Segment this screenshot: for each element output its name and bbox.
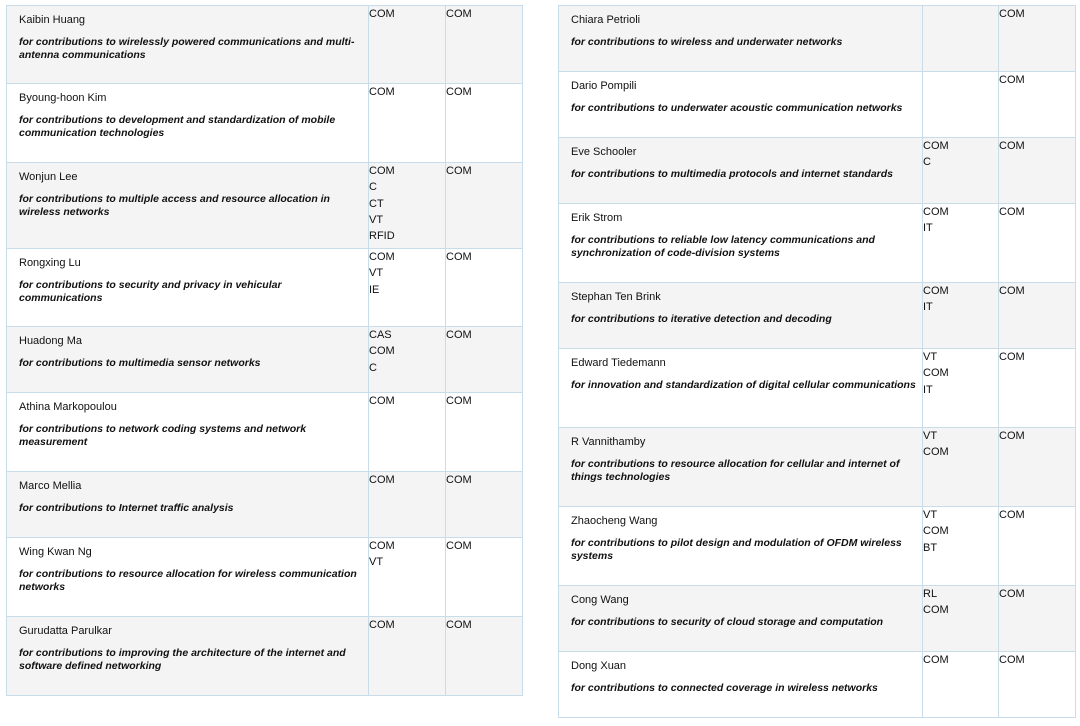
fellow-citation: for contributions to security of cloud storage and computation xyxy=(571,616,884,628)
society-code: IT xyxy=(923,383,933,396)
society-code: VT xyxy=(923,351,938,363)
fellow-citation: for contributions to improving the architecture of the internet and software defined networking xyxy=(19,647,346,672)
fellow-info-cell xyxy=(7,6,369,84)
fellow-info-cell xyxy=(559,283,923,349)
society-code: COM xyxy=(923,604,949,617)
fellow-name: Wonjun Lee xyxy=(19,171,78,183)
fellow-evaluating-society: COM xyxy=(446,327,523,393)
fellow-row xyxy=(559,283,1076,349)
fellow-citation: for contributions to connected coverage in wireless networks xyxy=(571,682,878,694)
fellow-name: Dong Xuan xyxy=(571,660,627,672)
fellow-name: Cong Wang xyxy=(571,594,629,606)
fellow-row xyxy=(7,6,523,84)
fellow-evaluating-society: COM xyxy=(999,283,1076,349)
fellow-citation: for contributions to resource allocation for wireless communication networks xyxy=(19,568,357,593)
fellow-evaluating-society: COM xyxy=(446,472,523,538)
fellows-table-right xyxy=(558,5,1076,718)
fellow-society-codes xyxy=(923,652,999,718)
fellow-evaluating-society: COM xyxy=(999,428,1076,507)
fellow-society-codes xyxy=(369,249,446,327)
fellow-info-cell xyxy=(559,507,923,586)
fellow-name: Huadong Ma xyxy=(19,335,82,347)
society-code: COM xyxy=(923,654,949,666)
society-code: COM xyxy=(923,367,949,380)
fellow-info-cell xyxy=(559,138,923,204)
society-code: COM xyxy=(369,251,395,263)
fellow-info-cell xyxy=(7,249,369,327)
society-code: VT xyxy=(369,267,384,280)
society-code: IT xyxy=(923,222,933,235)
fellow-info-cell xyxy=(559,72,923,138)
fellow-evaluating-society: COM xyxy=(999,6,1076,72)
fellow-evaluating-society: COM xyxy=(999,138,1076,204)
fellow-name: Chiara Petrioli xyxy=(571,14,641,26)
fellow-society-codes xyxy=(923,283,999,349)
fellow-citation: for contributions to multiple access and resource allocation in wireless networks xyxy=(19,193,330,218)
society-code: CAS xyxy=(369,329,392,341)
society-code: COM xyxy=(369,395,395,407)
fellow-row xyxy=(7,472,523,538)
fellow-society-codes xyxy=(369,538,446,617)
fellow-name: Eve Schooler xyxy=(571,146,637,158)
fellow-row xyxy=(7,538,523,617)
society-code: COM xyxy=(369,540,395,552)
society-code: COM xyxy=(923,285,949,297)
fellow-evaluating-society: COM xyxy=(999,507,1076,586)
society-code: COM xyxy=(923,525,949,538)
society-code: COM xyxy=(369,345,395,358)
fellow-row xyxy=(559,6,1076,72)
fellow-society-codes xyxy=(369,6,446,84)
fellow-name: Edward Tiedemann xyxy=(571,357,666,369)
society-code: RFID xyxy=(369,230,395,243)
fellow-name: Zhaocheng Wang xyxy=(571,515,658,527)
society-code: C xyxy=(369,361,377,374)
fellow-evaluating-society: COM xyxy=(446,6,523,84)
fellow-info-cell xyxy=(7,163,369,249)
fellow-society-codes xyxy=(369,617,446,696)
society-code: COM xyxy=(369,619,395,631)
society-code: VT xyxy=(923,430,938,442)
society-code: VT xyxy=(923,509,938,521)
fellow-row xyxy=(7,393,523,472)
fellow-citation: for contributions to resource allocation for cellular and internet of things technologies xyxy=(571,458,900,483)
fellow-evaluating-society: COM xyxy=(446,84,523,163)
fellow-info-cell xyxy=(559,428,923,507)
society-code: VT xyxy=(369,556,384,569)
society-code: COM xyxy=(923,206,949,218)
fellow-row xyxy=(7,84,523,163)
fellow-name: Gurudatta Parulkar xyxy=(19,625,112,637)
fellow-row xyxy=(7,617,523,696)
fellow-row xyxy=(7,163,523,249)
fellow-society-codes xyxy=(369,393,446,472)
fellow-row xyxy=(559,204,1076,283)
fellow-info-cell xyxy=(7,84,369,163)
fellow-name: Athina Markopoulou xyxy=(19,401,117,413)
society-code: RL xyxy=(923,588,938,600)
fellow-society-codes xyxy=(923,428,999,507)
fellow-info-cell xyxy=(7,538,369,617)
fellow-citation: for contributions to iterative detection and decoding xyxy=(571,313,832,325)
society-code: COM xyxy=(923,446,949,459)
fellow-society-codes xyxy=(369,163,446,249)
fellow-row xyxy=(559,586,1076,652)
society-code: C xyxy=(923,156,931,169)
fellows-table-right-body xyxy=(559,6,1076,718)
society-code: BT xyxy=(923,541,938,554)
society-code: COM xyxy=(369,474,395,486)
fellow-society-codes xyxy=(369,327,446,393)
fellow-citation: for contributions to wirelessly powered communications and multi-antenna communications xyxy=(19,36,355,61)
fellows-table-left-body xyxy=(7,6,523,696)
fellow-citation: for contributions to underwater acoustic communication networks xyxy=(571,102,903,114)
fellow-name: R Vannithamby xyxy=(571,436,646,448)
fellow-society-codes xyxy=(923,6,999,72)
fellow-evaluating-society: COM xyxy=(446,249,523,327)
fellow-info-cell xyxy=(559,586,923,652)
fellow-name: Wing Kwan Ng xyxy=(19,546,92,558)
fellow-info-cell xyxy=(7,327,369,393)
society-code: COM xyxy=(369,86,395,98)
fellow-evaluating-society: COM xyxy=(999,72,1076,138)
fellow-row xyxy=(559,349,1076,428)
fellow-citation: for contributions to Internet traffic analysis xyxy=(19,502,234,514)
fellow-evaluating-society: COM xyxy=(446,617,523,696)
fellow-info-cell xyxy=(559,204,923,283)
fellow-name: Byoung-hoon Kim xyxy=(19,92,107,104)
fellow-citation: for contributions to multimedia protocols and internet standards xyxy=(571,168,894,180)
fellow-citation: for contributions to development and standardization of mobile communication technologies xyxy=(19,114,336,139)
fellow-society-codes xyxy=(923,204,999,283)
fellow-row xyxy=(559,138,1076,204)
fellow-row xyxy=(559,507,1076,586)
fellow-citation: for contributions to multimedia sensor networks xyxy=(19,357,261,369)
fellow-evaluating-society: COM xyxy=(446,163,523,249)
fellow-name: Kaibin Huang xyxy=(19,14,86,26)
fellow-society-codes xyxy=(923,507,999,586)
fellow-evaluating-society: COM xyxy=(999,652,1076,718)
fellow-info-cell xyxy=(7,393,369,472)
society-code: IE xyxy=(369,283,380,296)
fellow-citation: for contributions to security and privacy in vehicular communications xyxy=(19,279,282,304)
fellow-citation: for contributions to wireless and underwater networks xyxy=(571,36,843,48)
fellow-society-codes xyxy=(369,472,446,538)
society-code: CT xyxy=(369,197,384,210)
fellow-society-codes xyxy=(369,84,446,163)
society-code: COM xyxy=(369,165,395,177)
fellow-evaluating-society: COM xyxy=(446,538,523,617)
fellow-info-cell xyxy=(7,472,369,538)
fellow-name: Dario Pompili xyxy=(571,80,637,92)
fellow-info-cell xyxy=(559,652,923,718)
fellow-info-cell xyxy=(559,349,923,428)
fellows-table-left xyxy=(6,5,523,696)
society-code: VT xyxy=(369,213,384,226)
fellow-row xyxy=(559,72,1076,138)
fellow-info-cell xyxy=(559,6,923,72)
fellow-name: Rongxing Lu xyxy=(19,257,81,269)
fellow-evaluating-society: COM xyxy=(999,349,1076,428)
society-code: C xyxy=(369,181,377,194)
society-code: IT xyxy=(923,301,933,314)
fellow-info-cell xyxy=(7,617,369,696)
fellow-row xyxy=(7,249,523,327)
fellow-row xyxy=(559,652,1076,718)
fellow-name: Stephan Ten Brink xyxy=(571,291,661,303)
fellow-citation: for contributions to reliable low latency communications and synchronization of code-division systems xyxy=(571,234,875,259)
fellow-evaluating-society: COM xyxy=(999,586,1076,652)
fellow-row xyxy=(559,428,1076,507)
fellow-society-codes xyxy=(923,349,999,428)
fellow-name: Marco Mellia xyxy=(19,480,82,492)
fellow-citation: for contributions to network coding systems and network measurement xyxy=(19,423,307,448)
fellow-name: Erik Strom xyxy=(571,212,623,224)
society-code: COM xyxy=(923,140,949,152)
fellow-society-codes xyxy=(923,586,999,652)
fellow-citation: for innovation and standardization of digital cellular communications xyxy=(571,379,916,391)
fellow-evaluating-society: COM xyxy=(999,204,1076,283)
society-code: COM xyxy=(369,8,395,20)
fellow-row xyxy=(7,327,523,393)
fellow-citation: for contributions to pilot design and modulation of OFDM wireless systems xyxy=(571,537,902,562)
fellow-evaluating-society: COM xyxy=(446,393,523,472)
fellow-society-codes xyxy=(923,72,999,138)
fellow-society-codes xyxy=(923,138,999,204)
